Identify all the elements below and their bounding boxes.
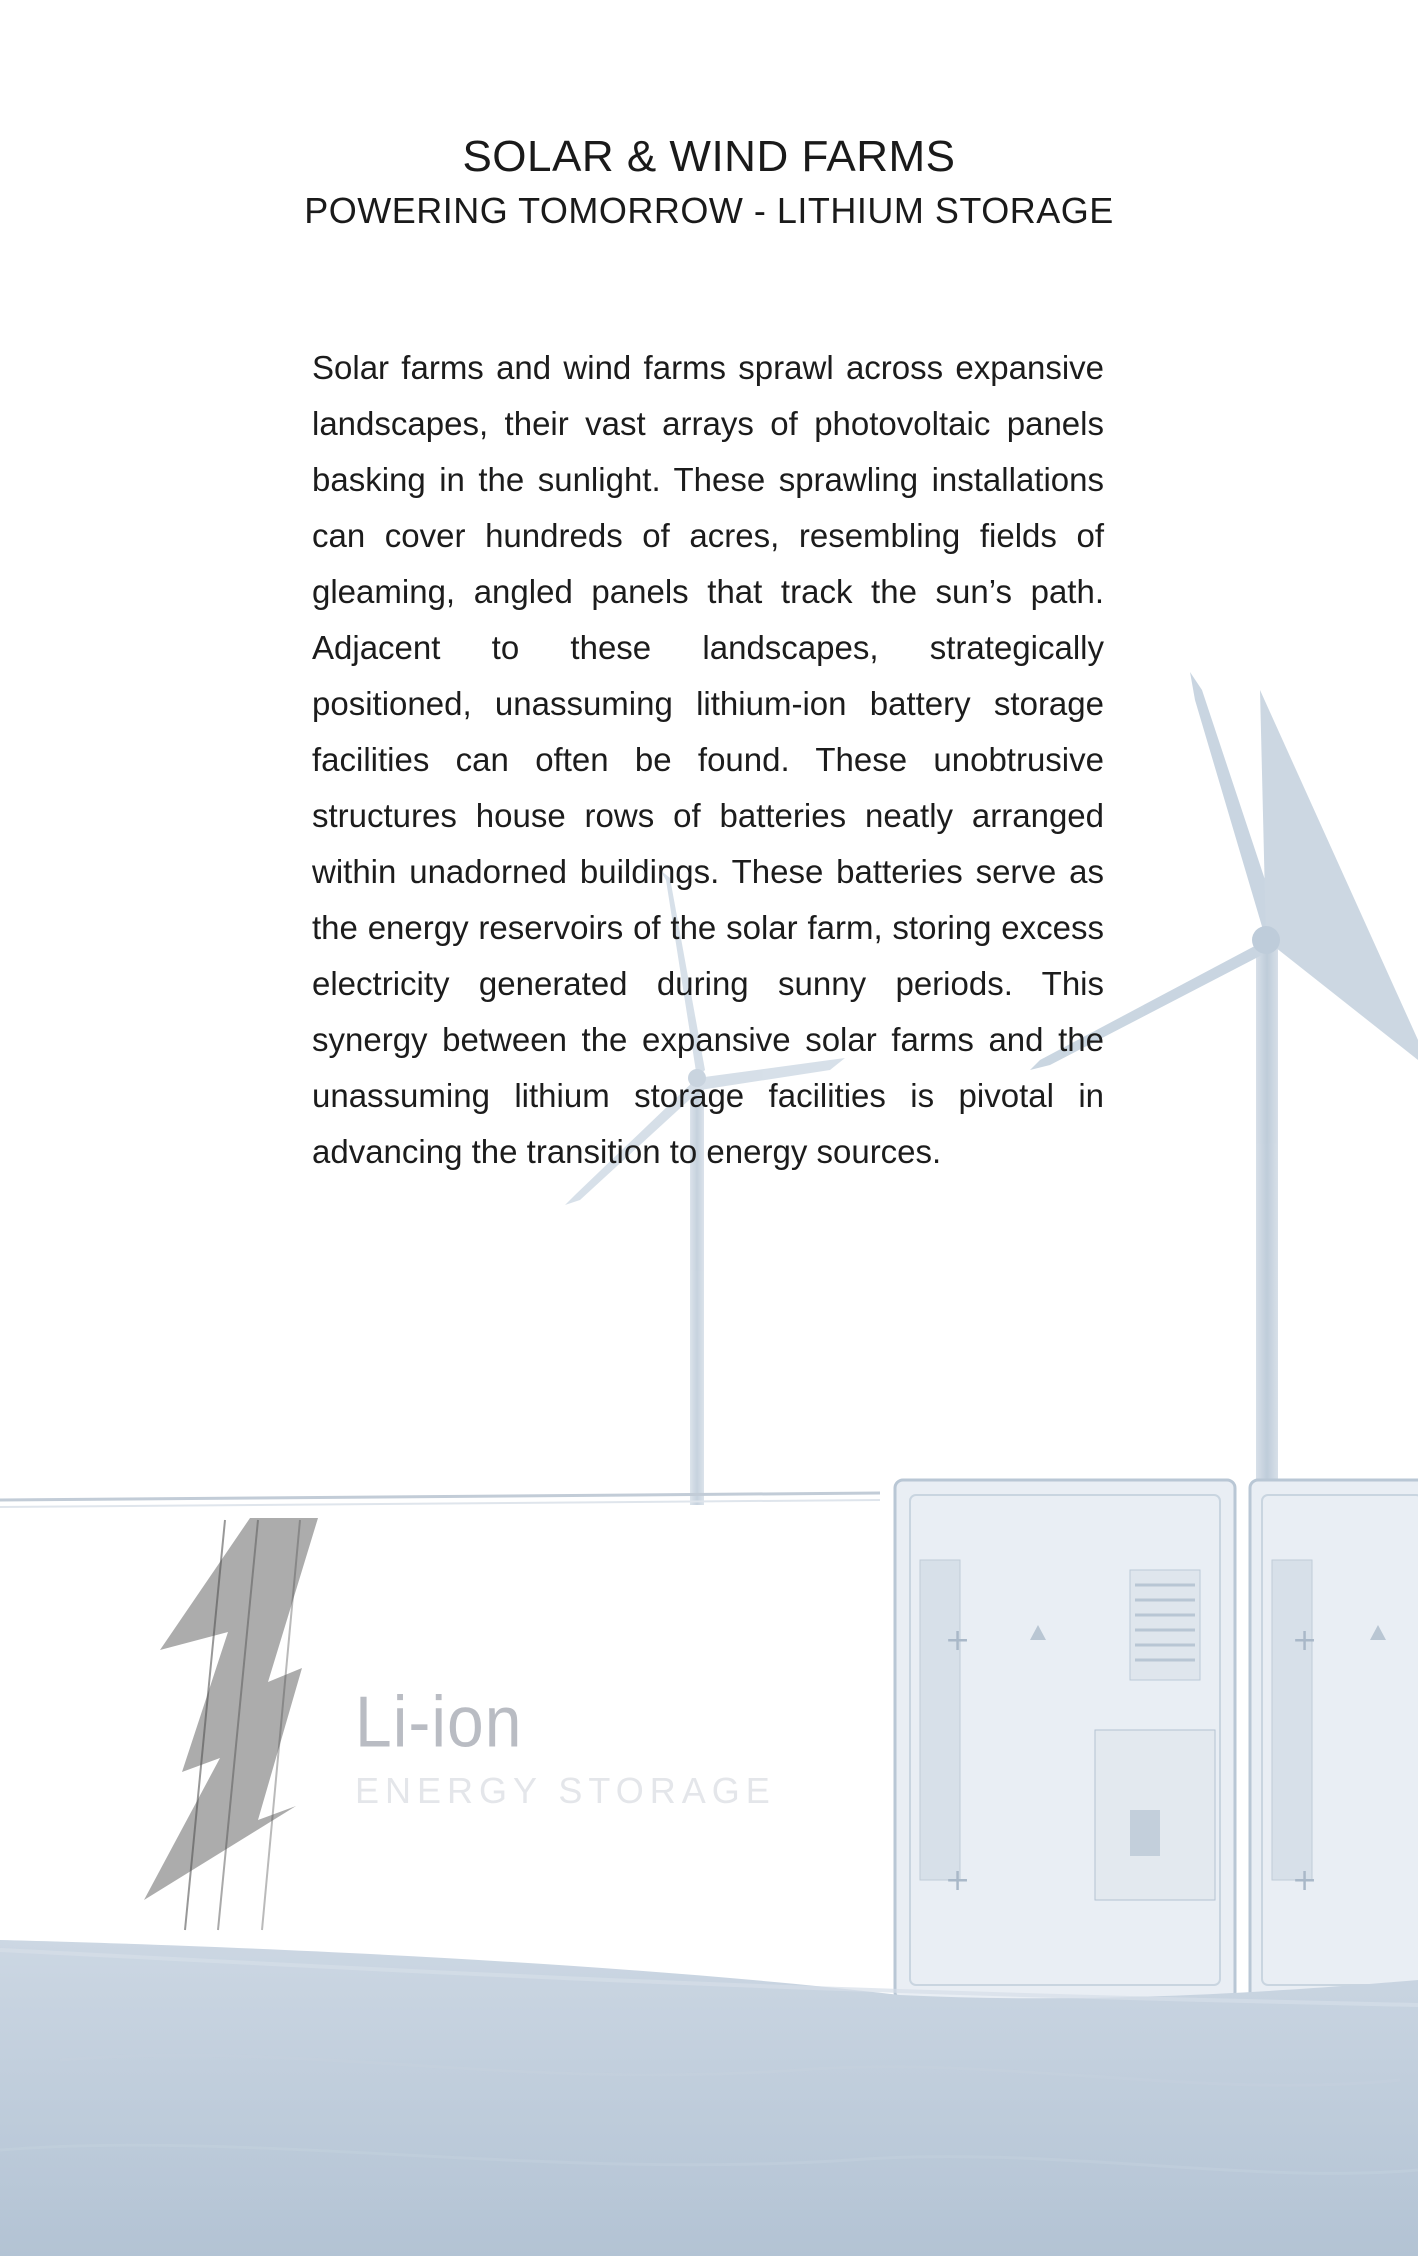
svg-text:+: + xyxy=(1292,1623,1318,1658)
svg-text:+: + xyxy=(945,1863,971,1898)
page-subtitle: POWERING TOMORROW - LITHIUM STORAGE xyxy=(304,190,1114,231)
battery-cabinet-1 xyxy=(895,1480,1235,2000)
page-title: SOLAR & WIND FARMS xyxy=(462,132,956,181)
lightning-bolt-graphic xyxy=(144,1518,318,1930)
svg-text:+: + xyxy=(1292,1863,1318,1898)
container-subtitle-text: ENERGY STORAGE xyxy=(355,1770,776,1811)
svg-text:+: + xyxy=(945,1623,971,1658)
battery-cabinet-2 xyxy=(1250,1480,1418,2000)
container-logo-text: Li-ion xyxy=(355,1680,523,1762)
body-paragraph: Solar farms and wind farms sprawl across expansive landscapes, their vast arrays of photovoltaic panels basking in the sunlight. These sprawling installations can cover hundreds of acres, resembling fields of gleaming, angled panels that track the sun’s path. Adjacent to these landscapes, strategically positioned, unassuming lithium-ion battery storage facilities can often be found. These unobtrusive structures house rows of batteries neatly arranged within unadorned buildings. These batteries serve as the energy reservoirs of the solar farm, storing excess electricity generated during sunny periods. This synergy between the expansive solar farms and the unassuming lithium storage facilities is pivotal in advancing the transition to energy sources. xyxy=(312,349,1104,1170)
